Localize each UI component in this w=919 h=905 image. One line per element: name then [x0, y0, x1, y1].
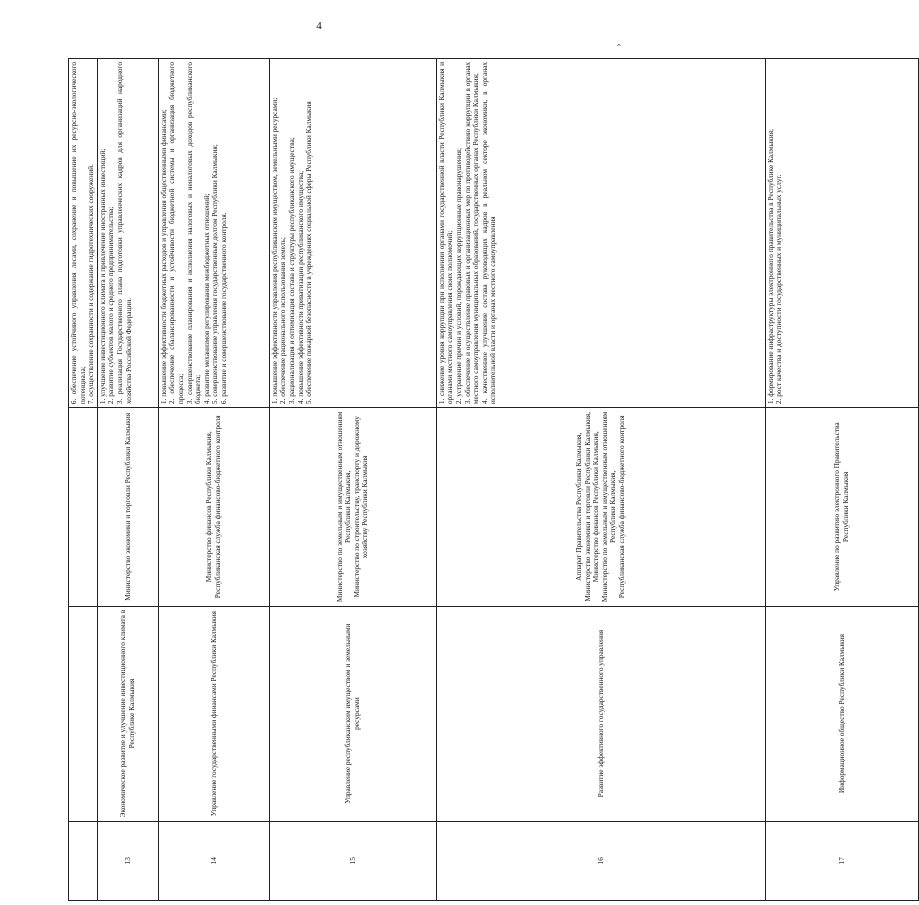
program-name: Управление республиканским имуществом и земельными ресурсами — [269, 606, 436, 821]
goal-item: 4. развитие механизмов регулирования межбюджетных отношений; — [201, 193, 211, 405]
executor-line: Министерство финансов Республики Калмыкия, — [591, 431, 601, 583]
executor-line: Министерство по земельным и имущественным отношениям Республики Калмыкия, — [599, 411, 618, 603]
goal-item: 3. рационализация и оптимизация состава и структуры республиканского имущества; — [287, 137, 297, 405]
executor-line: Министерство по строительству, транспорту и дорожному хозяйству Республики Калмыкия — [351, 416, 370, 598]
goal-item: 6. развитие и совершенствование государственного контроля. — [219, 212, 229, 405]
goal-item: 1. повышение эффективности управления республиканским имуществом, земельными ресурсами; — [269, 97, 279, 405]
goal-item: 1. повышение эффективности бюджетных расходов и управления общественными финансами; — [158, 109, 168, 405]
goal-item: 7. осуществление сохранности и содержание гидротехнических сооружений. — [86, 164, 96, 405]
row-number: 15 — [269, 821, 436, 900]
executor-line: Министерство по земельным и имущественным отношениям Республики Калмыкия, — [334, 411, 353, 603]
executors-cell — [436, 408, 765, 607]
goal-item: 4. качественное улучшение состава руководящих кадров в реальном секторе экономики, в органах исполнительной власти и органах местного самоуправления — [479, 62, 498, 405]
margin-mark: ‹ — [614, 43, 625, 47]
executor-line: Республиканская служба финансово-бюджетного контроля — [617, 415, 627, 599]
program-name: Управление государственными финансами Республики Калмыкия — [158, 606, 269, 821]
goals-cell — [765, 59, 918, 408]
goal-item: 5. совершенствование управления государственным долгом Республики Калмыкия; — [210, 144, 220, 405]
goal-item: 3. совершенствование планирования и исполнения налоговых и неналоговых доходов республиканского бюджета; — [184, 62, 203, 405]
goal-item: 5. обеспечение пожарной безопасности в учреждениях социальной сферы Республики Калмыкия — [304, 101, 314, 405]
goals-cell — [269, 59, 436, 408]
goal-item: 2. обеспечение рационального использования земель; — [278, 237, 288, 405]
table-row — [69, 59, 98, 901]
executor-line: Аппарат Правительства Республики Калмыкия, — [574, 432, 583, 581]
goal-item: 1. формирование инфраструктуры электронного правительства в Республике Калмыкия; — [765, 128, 775, 405]
executors-cell — [69, 408, 98, 607]
table-row — [158, 59, 269, 901]
goal-item: 3. обеспечение и осуществление правовых и организационных мер по противодействию коррупции в органах местного самоуправления муниципальных образований, государственных органах Республики Калмыкия; — [462, 62, 481, 405]
goals-cell — [158, 59, 269, 408]
goal-item: 1. улучшение инвестиционного климата и привлечение иностранных инвестиций; — [97, 148, 107, 405]
goal-item: 2. обеспечение сбалансированности и устойчивости бюджетной системы и организация бюджетного процесса; — [167, 62, 186, 405]
executors-cell — [97, 408, 158, 607]
goals-cell — [69, 59, 98, 408]
table-row — [97, 59, 158, 901]
row-number: 17 — [765, 821, 918, 900]
executor-line: Управление по развитию электронного Правительства Республики Калмыкия — [832, 422, 850, 592]
program-name: Экономическое развитие и улучшение инвестиционного климата в Республике Калмыкия — [97, 606, 158, 821]
goal-item: 3. реализация Государственного плана подготовки управленческих кадров для организаций народного хозяйства Российской Федерации. — [115, 62, 133, 405]
executors-cell — [269, 408, 436, 607]
goal-item: 2. устранение причин и условий, порождающих коррупционные правонарушения; — [454, 147, 464, 405]
program-name — [69, 606, 98, 821]
program-name: Развитие эффективного государственного управления — [436, 606, 765, 821]
executors-cell — [158, 408, 269, 607]
table-row — [269, 59, 436, 901]
programs-table-body — [69, 59, 919, 901]
executor-line: Министерство экономики и торговли Республики Калмыкия — [122, 412, 132, 601]
row-number: 14 — [158, 821, 269, 900]
table-row — [765, 59, 918, 901]
executor-line: Министерство финансов Республики Калмыкия, — [204, 431, 214, 583]
row-number: 13 — [97, 821, 158, 900]
executor-line: Республиканская служба финансово-бюджетного контроля — [212, 415, 222, 599]
executors-cell — [765, 408, 918, 607]
executor-line: Министерство экономики и торговли Республики Калмыкия, — [582, 412, 592, 602]
goals-cell — [97, 59, 158, 408]
goal-item: 6. обеспечение устойчивого управления лесами, сохранение и повышение их ресурсно-экологического потенциала; — [69, 62, 87, 405]
row-number — [69, 821, 98, 900]
goal-item: 1. снижение уровня коррупции при исполнении органами государственной власти Республики Калмыкия и органами местного самоуправления своих полномочий; — [436, 62, 455, 405]
row-number: 16 — [436, 821, 765, 900]
program-name: Информационное общество Республики Калмыкия — [765, 606, 918, 821]
programs-table — [68, 58, 919, 901]
goals-cell — [436, 59, 765, 408]
goal-item: 2. рост качества и доступности государственных и муниципальных услуг. — [774, 174, 784, 405]
page-number: 4 — [316, 20, 322, 32]
goal-item: 2. развитие субъектов малого и среднего предпринимательства; — [106, 206, 116, 405]
table-row — [436, 59, 765, 901]
goal-item: 4. повышение эффективности приватизации республиканского имущества; — [295, 170, 305, 405]
